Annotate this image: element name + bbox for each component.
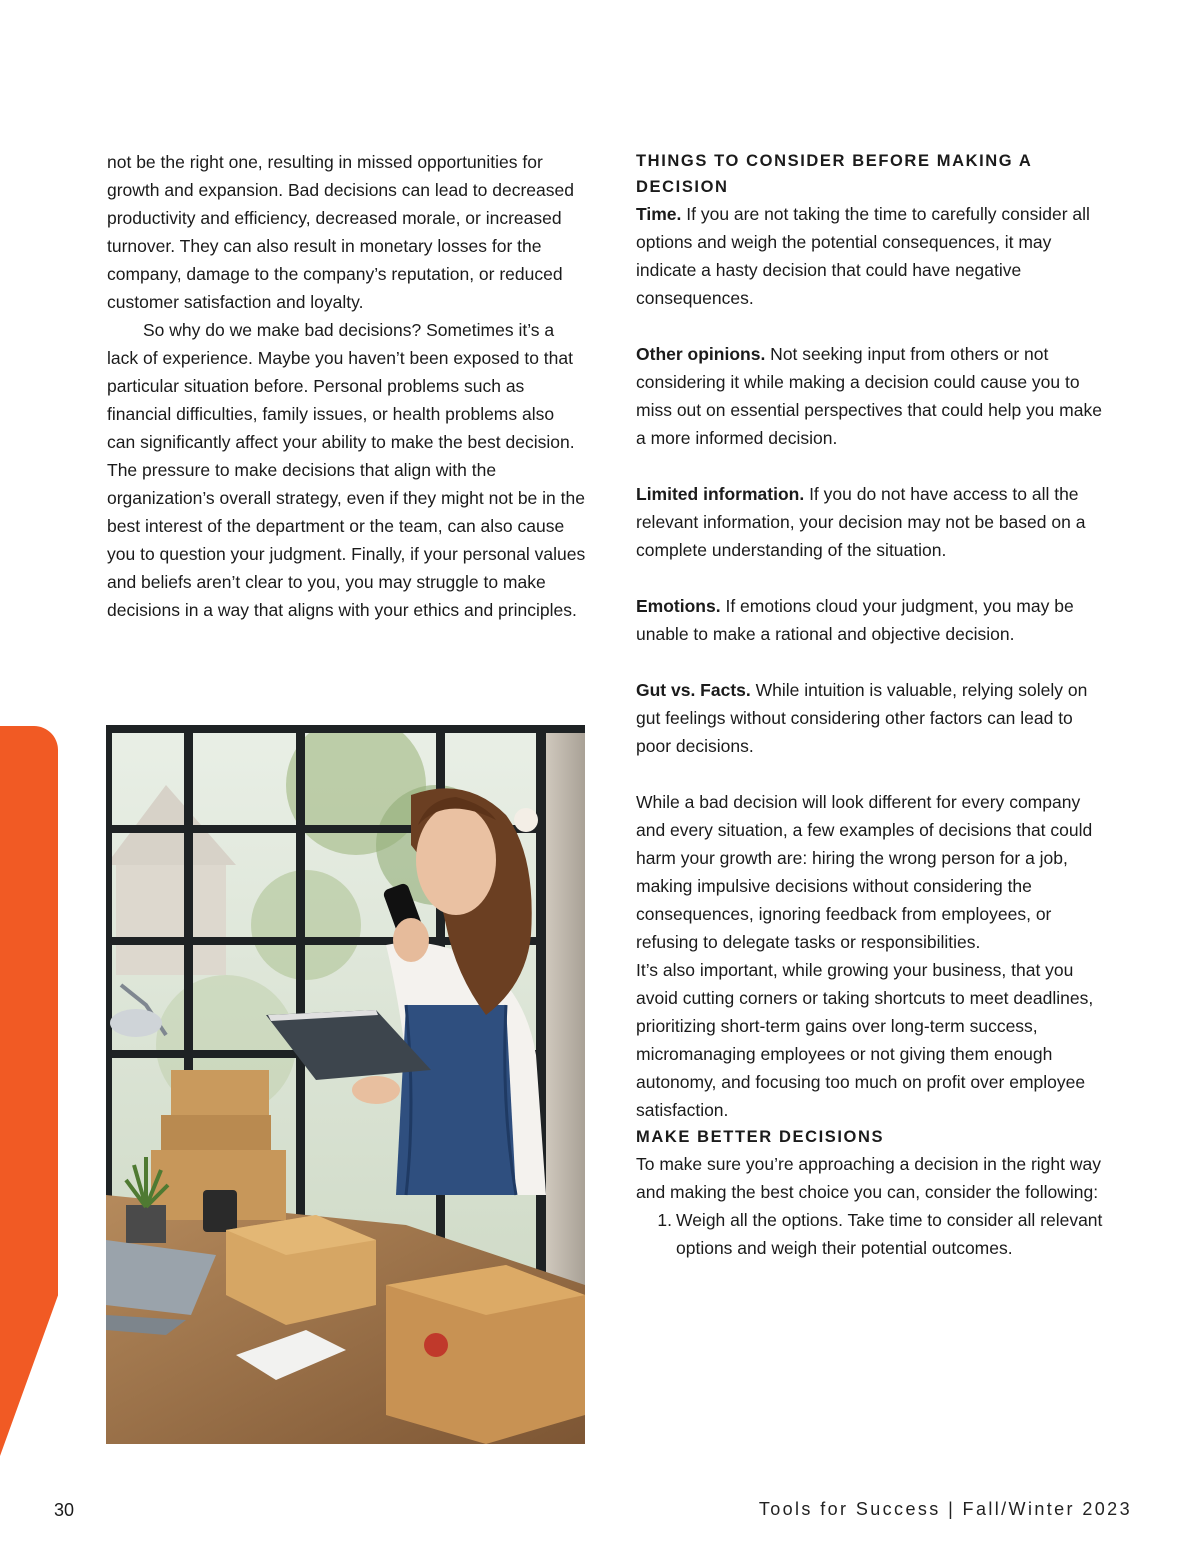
right-column — [636, 148, 1111, 1262]
term-text: Not seeking input from others or not considering it while making a decision could cause you to miss out on essential perspectives that could help you make a more informed decision. — [636, 344, 1102, 448]
list-number: 1. — [657, 1210, 672, 1230]
section-heading: MAKE BETTER DECISIONS — [636, 1128, 885, 1146]
tips-list — [636, 1206, 1111, 1262]
term: Emotions. — [636, 596, 721, 616]
left-column — [107, 148, 587, 624]
term-text: If you are not taking the time to carefully consider all options and weigh the potential consequences, it may indicate a hasty decision that could have negative consequences. — [636, 204, 1090, 308]
consideration-emotions — [636, 592, 1111, 648]
consideration-time — [636, 200, 1111, 312]
consideration-gut-vs-facts — [636, 676, 1111, 760]
examples-paragraph: While a bad decision will look different for every company and every situation, a few examples of decisions that could harm your growth are: hiring the wrong person for a job, making impulsive decisions without considering the consequences, ignoring feedback from employees, or refusing to delegate tasks or responsibilities. — [636, 792, 1093, 952]
term: Limited information. — [636, 484, 805, 504]
term: Time. — [636, 204, 682, 224]
shortcuts-paragraph: It’s also important, while growing your business, that you avoid cutting corners or taking shortcuts to meet deadlines, prioritizing short-term gains over long-term success, micromanaging employees or not giving them enough autonomy, and focusing too much on profit over employee satisfaction. — [636, 960, 1094, 1120]
term: Other opinions. — [636, 344, 766, 364]
orange-side-tab — [0, 726, 58, 1456]
page-number: 30 — [54, 1500, 75, 1520]
term-text: While intuition is valuable, relying solely on gut feelings without considering other factors can lead to poor decisions. — [636, 680, 1088, 756]
list-text: Weigh all the options. Take time to consider all relevant options and weigh their potential outcomes. — [676, 1210, 1103, 1258]
section-heading: THINGS TO CONSIDER BEFORE MAKING A DECISION — [636, 152, 1032, 196]
publication-title: Tools for Success | Fall/Winter 2023 — [758, 1499, 1132, 1519]
body-paragraph: So why do we make bad decisions? Sometimes it’s a lack of experience. Maybe you haven’t been exposed to that particular situation before. Personal problems such as financial difficulties, family issues, or health problems also can significantly affect your ability to make the best decision. The pressure to make decisions that align with the organization’s overall strategy, even if they might not be in the best interest of the department or the team, can also cause you to question your judgment. Finally, if your personal values and beliefs aren’t clear to you, you may struggle to make decisions in a way that aligns with your ethics and principles. — [107, 320, 586, 620]
intro-paragraph: To make sure you’re approaching a decision in the right way and making the best choice you can, consider the following: — [636, 1154, 1101, 1202]
woman-on-phone-photo — [106, 725, 585, 1444]
consideration-other-opinions — [636, 340, 1111, 452]
term: Gut vs. Facts. — [636, 680, 751, 700]
term-text: If emotions cloud your judgment, you may be unable to make a rational and objective decision. — [636, 596, 1074, 644]
consideration-limited-information — [636, 480, 1111, 564]
list-item — [636, 1206, 1111, 1262]
term-text: If you do not have access to all the relevant information, your decision may not be based on a complete understanding of the situation. — [636, 484, 1086, 560]
body-paragraph: not be the right one, resulting in missed opportunities for growth and expansion. Bad decisions can lead to decreased productivity and efficiency, decreased morale, or increased turnover. They can also result in monetary losses for the company, damage to the company’s reputation, or reduced customer satisfaction and loyalty. — [107, 152, 574, 312]
